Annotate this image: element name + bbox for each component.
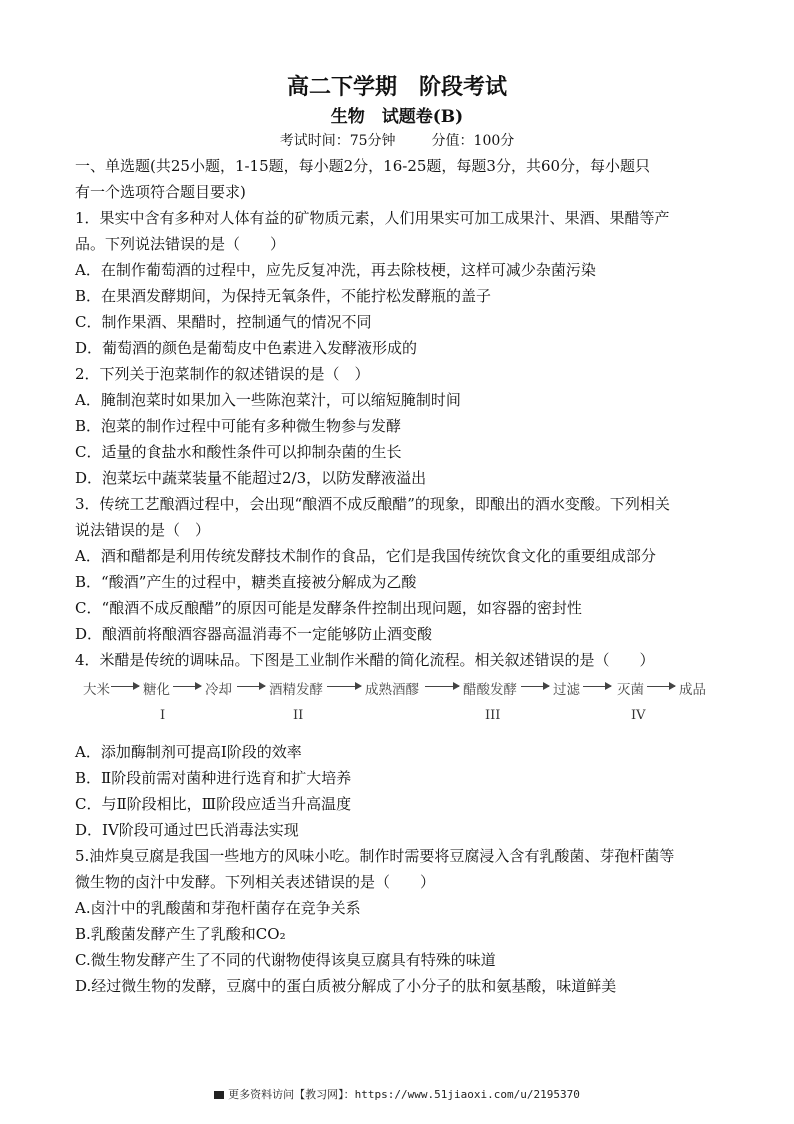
q2-option-c: C．适量的食盐水和酸性条件可以抑制杂菌的生长 — [75, 443, 402, 461]
q4-option-a: A．添加酶制剂可提高I阶段的效率 — [75, 743, 302, 761]
flow-stage-2: II — [293, 708, 304, 723]
exam-time: 考试时间：75分钟 — [279, 133, 396, 149]
q5-stem-2: 微生物的卤汁中发酵。下列相关表述错误的是（ ） — [75, 873, 436, 891]
footer-link-text[interactable]: 更多资料访问【教习网】：https://www.51jiaoxi.com/u/2195370 — [228, 1088, 580, 1101]
q5-option-b: B.乳酸菌发酵产生了乳酸和CO₂ — [75, 925, 286, 943]
flow-node-sterilization: 灭菌 — [617, 682, 644, 698]
flow-arrow-1 — [111, 686, 139, 687]
q4-stem: 4．米醋是传统的调味品。下图是工业制作米醋的简化流程。相关叙述错误的是（ ） — [75, 651, 655, 669]
q2-option-a: A．腌制泡菜时如果加入一些陈泡菜汁，可以缩短腌制时间 — [75, 391, 461, 409]
q2-option-d: D．泡菜坛中蔬菜装量不能超过2/3，以防发酵液溢出 — [75, 469, 427, 487]
q4-option-c: C．与Ⅱ阶段相比，Ⅲ阶段应适当升高温度 — [75, 795, 352, 813]
exam-title: 高二下学期 阶段考试 — [286, 74, 507, 100]
footer — [0, 1086, 794, 1102]
q5-option-d: D.经过微生物的发酵，豆腐中的蛋白质被分解成了小分子的肽和氨基酸，味道鲜美 — [75, 977, 617, 995]
q1-option-d: D．葡萄酒的颜色是葡萄皮中色素进入发酵液形成的 — [75, 339, 418, 357]
q1-option-b: B．在果酒发酵期间，为保持无氧条件，不能拧松发酵瓶的盖子 — [75, 287, 492, 305]
flow-node-cooling: 冷却 — [205, 682, 232, 698]
q4-option-b: B．Ⅱ阶段前需对菌种进行选育和扩大培养 — [75, 769, 352, 787]
exam-body — [75, 153, 723, 999]
q3-option-c: C．“酿酒不成反酿醋”的原因可能是发酵条件控制出现问题，如容器的密封性 — [75, 599, 582, 617]
flow-arrow-4 — [327, 686, 361, 687]
q5-option-c: C.微生物发酵产生了不同的代谢物使得该臭豆腐具有特殊的味道 — [75, 951, 496, 969]
q5-stem-1: 5.油炸臭豆腐是我国一些地方的风味小吃。制作时需要将豆腐浸入含有乳酸菌、芽孢杆菌等 — [75, 847, 675, 865]
flow-arrow-3 — [237, 686, 265, 687]
flow-stage-3: III — [485, 708, 501, 723]
flow-arrow-5 — [425, 686, 459, 687]
q2-option-b: B．泡菜的制作过程中可能有多种微生物参与发酵 — [75, 417, 402, 435]
exam-info — [0, 130, 794, 150]
flow-arrow-2 — [173, 686, 201, 687]
exam-subtitle: 生物 试题卷(B) — [330, 107, 464, 127]
flow-stage-4: IV — [631, 708, 646, 723]
exam-score: 分值：100分 — [431, 133, 515, 149]
flow-node-saccharification: 糖化 — [143, 682, 170, 698]
flow-node-rice: 大米 — [83, 682, 110, 698]
flag-icon — [214, 1091, 224, 1099]
section-heading-line-1: 一、单选题(共25小题，1-15题，每小题2分，16-25题，每题3分，共60分，每小题只 — [75, 157, 651, 175]
q3-stem-2: 说法错误的是（ ） — [75, 521, 211, 539]
q3-option-b: B．“酸酒”产生的过程中，糖类直接被分解成为乙酸 — [75, 573, 417, 591]
flow-node-alcohol-fermentation: 酒精发酵 — [269, 682, 323, 698]
flow-arrow-6 — [521, 686, 549, 687]
flow-arrow-8 — [647, 686, 675, 687]
q3-option-d: D．酿酒前将酿酒容器高温消毒不一定能够防止酒变酸 — [75, 625, 433, 643]
flow-node-filtration: 过滤 — [553, 682, 580, 698]
q3-stem-1: 3．传统工艺酿酒过程中，会出现“酿酒不成反酿醋”的现象，即酿出的酒水变酸。下列相关 — [75, 495, 670, 513]
q1-stem-1: 1．果实中含有多种对人体有益的矿物质元素，人们用果实可加工成果汁、果酒、果醋等产 — [75, 209, 670, 227]
q1-option-c: C．制作果酒、果醋时，控制通气的情况不同 — [75, 313, 372, 331]
flow-stage-1: I — [160, 708, 166, 723]
q1-option-a: A．在制作葡萄酒的过程中，应先反复冲洗，再去除枝梗，这样可减少杂菌污染 — [75, 261, 596, 279]
rice-vinegar-flow-diagram — [75, 677, 723, 733]
flow-node-acetic-fermentation: 醋酸发酵 — [463, 682, 517, 698]
flow-node-product: 成品 — [679, 682, 706, 698]
section-heading-line-2: 有一个选项符合题目要求) — [75, 183, 246, 201]
q2-stem: 2．下列关于泡菜制作的叙述错误的是（ ） — [75, 365, 370, 383]
q1-stem-2: 品。下列说法错误的是（ ） — [75, 235, 286, 253]
q5-option-a: A.卤汁中的乳酸菌和芽孢杆菌存在竞争关系 — [75, 899, 361, 917]
flow-arrow-7 — [583, 686, 611, 687]
q3-option-a: A．酒和醋都是利用传统发酵技术制作的食品，它们是我国传统饮食文化的重要组成部分 — [75, 547, 656, 565]
flow-node-mature-mash: 成熟酒醪 — [365, 682, 419, 698]
q4-option-d: D．IV阶段可通过巴氏消毒法实现 — [75, 821, 299, 839]
